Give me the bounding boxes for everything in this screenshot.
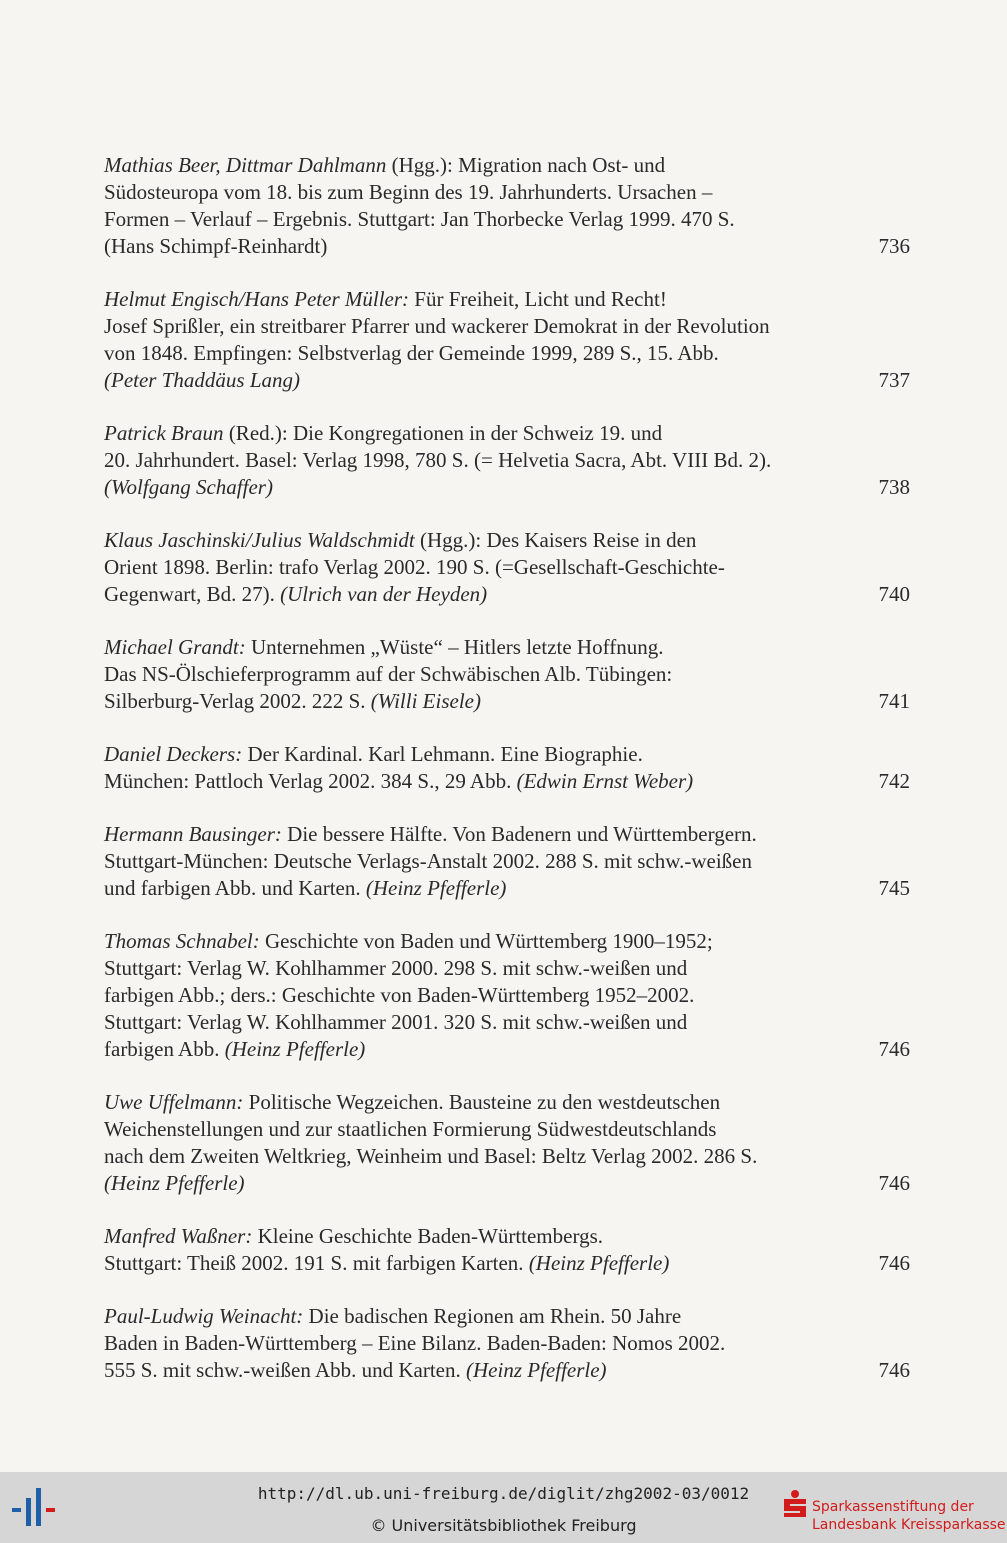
entry-citation [104,152,864,260]
italic-segment: (Heinz Pfefferle) [224,1037,366,1061]
citation-line [104,233,864,260]
citation-line [104,848,864,875]
page-number: 742 [878,769,910,793]
citation-line [104,420,864,447]
italic-segment: Michael Grandt: [104,635,246,659]
citation-line [104,1330,864,1357]
italic-segment: Uwe Uffelmann: [104,1090,244,1114]
citation-line [104,928,864,955]
source-url[interactable]: http://dl.ub.uni-freiburg.de/diglit/zhg2002-03/0012 [257,1484,750,1503]
citation-line [104,447,864,474]
text-segment: nach dem Zweiten Weltkrieg, Weinheim und Basel: Beltz Verlag 2002. 286 S. [104,1144,758,1168]
italic-segment: Patrick Braun [104,421,224,445]
italic-segment: Paul-Ludwig Weinacht: [104,1304,304,1328]
citation-line [104,367,864,394]
page-number: 746 [878,1171,910,1195]
text-segment: Stuttgart: Verlag W. Kohlhammer 2001. 320 S. mit schw.-weißen und [104,1010,688,1034]
citation-line [104,634,864,661]
sponsor-line-1: Sparkassenstiftung der [812,1499,974,1515]
review-entry [104,527,910,608]
text-segment: Stuttgart: Theiß 2002. 191 S. mit farbigen Karten. [104,1251,529,1275]
italic-segment: Thomas Schnabel: [104,929,260,953]
italic-segment: (Heinz Pfefferle) [365,876,507,900]
page-number: 740 [878,582,910,606]
footer-bar [0,1472,1007,1543]
entry-citation [104,634,864,715]
citation-line [104,1143,864,1170]
review-entry [104,1223,910,1277]
text-segment: München: Pattloch Verlag 2002. 384 S., 29 Abb. [104,769,517,793]
entry-citation [104,1303,864,1384]
citation-line [104,554,864,581]
text-segment: Baden in Baden-Württemberg – Eine Bilanz. Baden-Baden: Nomos 2002. [104,1331,726,1355]
citation-line [104,1357,864,1384]
citation-line [104,1116,864,1143]
citation-line [104,982,864,1009]
review-entry [104,1303,910,1384]
text-segment: (Hgg.): Migration nach Ost- und [386,153,666,177]
review-entry [104,741,910,795]
review-entry [104,420,910,501]
citation-line [104,821,864,848]
italic-segment: (Willi Eisele) [370,689,481,713]
italic-segment: Manfred Waßner: [104,1224,253,1248]
italic-segment: Mathias Beer, Dittmar Dahlmann [104,153,387,177]
text-segment: Unternehmen „Wüste“ – Hitlers letzte Hoffnung. [245,635,664,659]
citation-line [104,768,864,795]
italic-segment: (Peter Thaddäus Lang) [104,368,300,392]
entry-citation [104,420,864,501]
text-segment: Formen – Verlauf – Ergebnis. Stuttgart: Jan Thorbecke Verlag 1999. 470 S. [104,207,735,231]
citation-line [104,286,864,313]
citation-line [104,581,864,608]
italic-segment: (Heinz Pfefferle) [104,1171,245,1195]
page-number: 746 [878,1358,910,1382]
text-segment: von 1848. Empfingen: Selbstverlag der Gemeinde 1999, 289 S., 15. Abb. [104,341,719,365]
entry-citation [104,928,864,1063]
text-segment: Silberburg-Verlag 2002. 222 S. [104,689,371,713]
citation-line [104,875,864,902]
review-entry [104,152,910,260]
page-number: 736 [878,234,910,258]
text-segment: und farbigen Abb. und Karten. [104,876,366,900]
text-segment: Südosteuropa vom 18. bis zum Beginn des 19. Jahrhunderts. Ursachen – [104,180,713,204]
citation-line [104,206,864,233]
text-segment: Josef Sprißler, ein streitbarer Pfarrer und wackerer Demokrat in der Revolution [104,314,770,338]
page-number: 746 [878,1251,910,1275]
italic-segment: Helmut Engisch/Hans Peter Müller: [104,287,410,311]
citation-line [104,688,864,715]
text-segment: Stuttgart: Verlag W. Kohlhammer 2000. 298 S. mit schw.-weißen und [104,956,688,980]
sponsor-text [812,1498,1006,1534]
entry-citation [104,1223,864,1277]
review-entry [104,928,910,1063]
text-segment: Der Kardinal. Karl Lehmann. Eine Biographie. [242,742,643,766]
text-segment: (Hans Schimpf-Reinhardt) [104,234,328,258]
entry-citation [104,741,864,795]
review-list [104,152,910,1410]
review-entry [104,1089,910,1197]
citation-line [104,1170,864,1197]
page-number: 737 [878,368,910,392]
italic-segment: (Heinz Pfefferle) [466,1358,607,1382]
sponsor-line-2: Landesbank Kreissparkasse [812,1517,1006,1533]
text-segment: 555 S. mit schw.-weißen Abb. und Karten. [104,1358,467,1382]
text-segment: Die bessere Hälfte. Von Badenern und Württembergern. [281,822,757,846]
page-number: 745 [878,876,910,900]
entry-citation [104,286,864,394]
text-segment: farbigen Abb. [104,1037,225,1061]
citation-line [104,955,864,982]
page-number: 741 [878,689,910,713]
italic-segment: Klaus Jaschinski/Julius Waldschmidt [104,528,415,552]
italic-segment: Daniel Deckers: [104,742,243,766]
text-segment: Orient 1898. Berlin: trafo Verlag 2002. 190 S. (=Gesellschaft-Geschichte- [104,555,725,579]
text-segment: Weichenstellungen und zur staatlichen Formierung Südwestdeutschlands [104,1117,717,1141]
citation-line [104,152,864,179]
citation-line [104,527,864,554]
citation-line [104,741,864,768]
text-segment: 20. Jahrhundert. Basel: Verlag 1998, 780 S. (= Helvetia Sacra, Abt. VIII Bd. 2). [104,448,772,472]
text-segment: Das NS-Ölschieferprogramm auf der Schwäbischen Alb. Tübingen: [104,662,673,686]
review-entry [104,821,910,902]
citation-line [104,313,864,340]
text-segment: Geschichte von Baden und Württemberg 1900–1952; [259,929,713,953]
citation-line [104,340,864,367]
italic-segment: (Ulrich van der Heyden) [280,582,488,606]
citation-line [104,1250,864,1277]
italic-segment: (Edwin Ernst Weber) [516,769,694,793]
citation-line [104,179,864,206]
text-segment: (Red.): Die Kongregationen in der Schweiz 19. und [223,421,663,445]
sparkasse-logo-icon [780,1488,810,1518]
citation-line [104,1303,864,1330]
italic-segment: Hermann Bausinger: [104,822,282,846]
text-segment: Die badischen Regionen am Rhein. 50 Jahre [303,1304,682,1328]
review-entry [104,286,910,394]
italic-segment: (Wolfgang Schaffer) [104,475,273,499]
page-number: 746 [878,1037,910,1061]
entry-citation [104,527,864,608]
text-segment: Stuttgart-München: Deutsche Verlags-Anstalt 2002. 288 S. mit schw.-weißen [104,849,752,873]
text-segment: Gegenwart, Bd. 27). [104,582,281,606]
text-segment: (Hgg.): Des Kaisers Reise in den [414,528,697,552]
citation-line [104,1089,864,1116]
entry-citation [104,1089,864,1197]
text-segment: Politische Wegzeichen. Bausteine zu den westdeutschen [243,1090,721,1114]
text-segment: farbigen Abb.; ders.: Geschichte von Baden-Württemberg 1952–2002. [104,983,695,1007]
citation-line [104,474,864,501]
citation-line [104,1009,864,1036]
citation-line [104,661,864,688]
citation-line [104,1223,864,1250]
text-segment: Für Freiheit, Licht und Recht! [409,287,667,311]
review-entry [104,634,910,715]
italic-segment: (Heinz Pfefferle) [528,1251,670,1275]
citation-line [104,1036,864,1063]
page-number: 738 [878,475,910,499]
copyright-text: © Universitätsbibliothek Freiburg [370,1516,637,1535]
entry-citation [104,821,864,902]
text-segment: Kleine Geschichte Baden-Württembergs. [252,1224,603,1248]
